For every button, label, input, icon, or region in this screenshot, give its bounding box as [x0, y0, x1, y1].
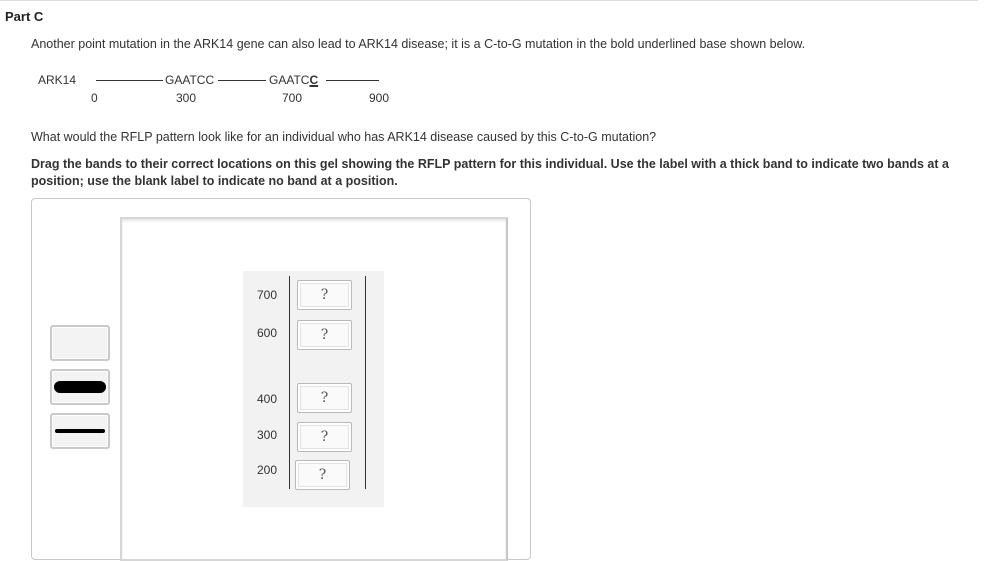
drop-zone-400[interactable]: ? — [297, 383, 352, 413]
marker-700: 700 — [256, 288, 277, 302]
gene-segment-1 — [96, 80, 163, 81]
restriction-site-1: GAATCC — [165, 73, 215, 87]
position-900: 900 — [369, 91, 390, 105]
drop-zone-200[interactable]: ? — [295, 460, 350, 490]
lane-divider-left — [289, 276, 290, 489]
drop-zone-700[interactable]: ? — [297, 280, 352, 310]
intro-text: Another point mutation in the ARK14 gene can also lead to ARK14 disease; it is a C-to-G mutation in the bold underlined base shown below. — [31, 37, 806, 51]
marker-300: 300 — [256, 428, 277, 442]
marker-400: 400 — [256, 392, 277, 406]
position-700: 700 — [282, 91, 303, 105]
marker-200: 200 — [256, 463, 277, 477]
drop-zone-600[interactable]: ? — [297, 320, 352, 350]
position-300: 300 — [176, 91, 197, 105]
position-0: 0 — [91, 91, 98, 105]
drop-zone-300[interactable]: ? — [297, 422, 352, 452]
thin-band-icon — [55, 429, 105, 433]
gene-segment-2 — [218, 80, 266, 81]
blank-label[interactable] — [50, 325, 110, 361]
gene-name: ARK14 — [38, 73, 77, 87]
site2-prefix: GAATC — [269, 73, 310, 87]
top-divider — [0, 0, 978, 1]
question-text: What would the RFLP pattern look like for an individual who has ARK14 disease caused by this C-to-G mutation? — [31, 130, 657, 144]
part-title: Part C — [5, 9, 44, 24]
mutated-base: C — [309, 73, 319, 87]
thick-band-icon — [54, 381, 106, 393]
gene-segment-3 — [326, 80, 379, 81]
thin-band-label[interactable] — [50, 413, 110, 449]
instruction-text: Drag the bands to their correct locations on this gel showing the RFLP pattern for this individual. Use the label with a thick band to indicate two bands at a position; use the blank label to indicate no band at a position. — [31, 157, 949, 188]
restriction-site-2 — [269, 73, 318, 87]
lane-divider-right — [365, 276, 366, 489]
thick-band-label[interactable] — [50, 369, 110, 405]
marker-600: 600 — [256, 326, 277, 340]
